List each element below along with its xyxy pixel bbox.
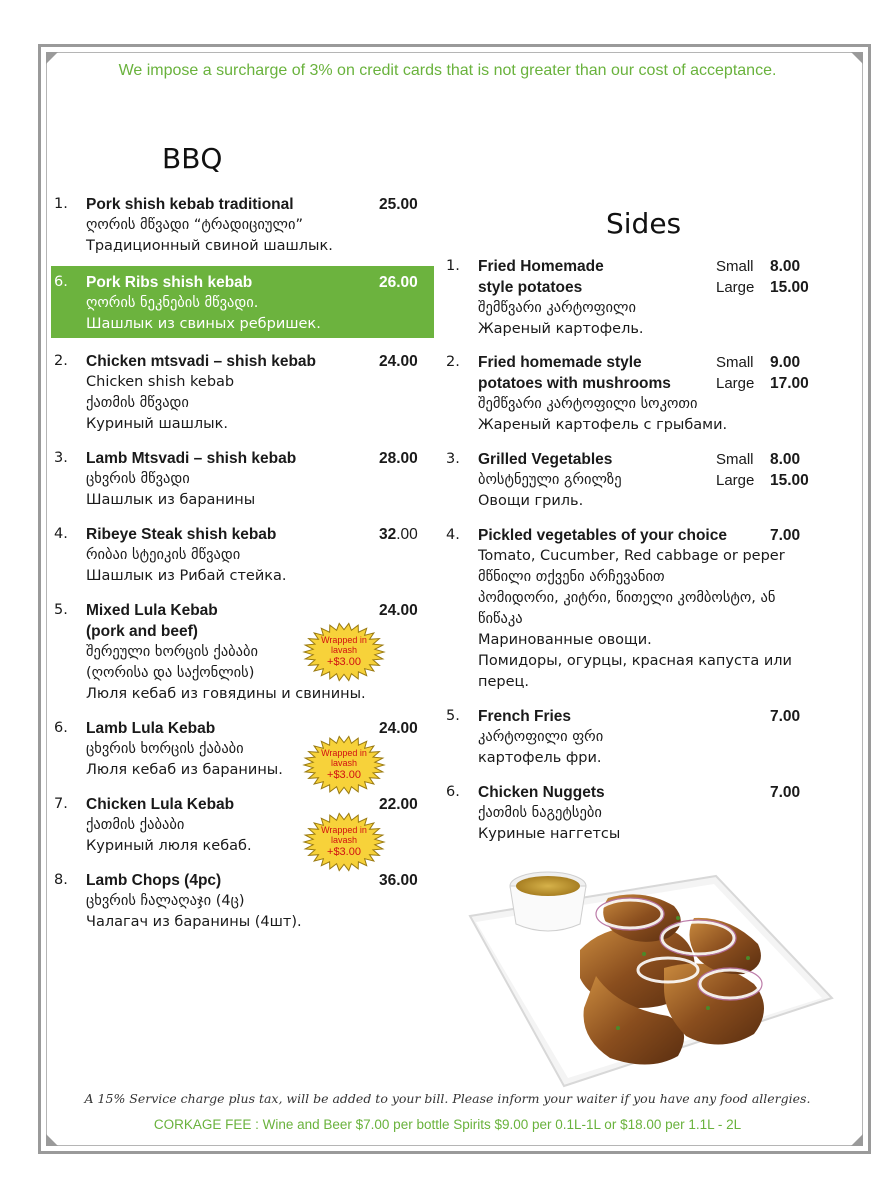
item-number: 3.: [54, 450, 68, 466]
item-description: შემწვარი კარტოფილი: [478, 300, 636, 316]
item-description: Чалагач из баранины (4шт).: [86, 914, 302, 930]
badge-price: +$3.00: [327, 769, 361, 781]
size-label: Small: [716, 451, 754, 468]
item-number: 7.: [54, 796, 68, 812]
item-description: (ღორისა და საქონლის): [86, 665, 255, 681]
badge-price: +$3.00: [327, 656, 361, 668]
item-price: 7.00: [770, 784, 801, 801]
item-name: Lamb Mtsvadi – shish kebab: [86, 450, 297, 467]
item-name: Pork shish kebab traditional: [86, 196, 294, 213]
item-description: Шашлык из баранины: [86, 492, 256, 508]
size-label: Small: [716, 354, 754, 371]
lavash-badge: [302, 622, 386, 682]
item-price: 15.00: [770, 279, 809, 296]
item-description: ბოსტნეული გრილზე: [478, 472, 622, 488]
lavash-badge: [302, 812, 386, 872]
item-description: შემწვარი კარტოფილი სოკოთი: [478, 396, 698, 412]
item-description: Жареный картофель.: [478, 321, 644, 337]
item-description: перец.: [478, 674, 530, 690]
item-description: Chicken shish kebab: [86, 374, 235, 390]
item-number: 2.: [54, 353, 68, 369]
item-description: Маринованные овощи.: [478, 632, 652, 648]
item-description: ცხვრის ჩალაღაჯი (4ც): [86, 893, 245, 909]
item-price: 36.00: [379, 872, 418, 889]
item-price: 24.00: [379, 602, 418, 619]
item-description: წიწაკა: [478, 611, 523, 627]
item-price: 25.00: [379, 196, 418, 213]
item-price: 17.00: [770, 375, 809, 392]
item-description: ღორის მწვადი “ტრადიციული”: [86, 217, 303, 233]
size-label: Large: [716, 472, 755, 489]
item-description: Помидоры, огурцы, красная капуста или: [478, 653, 792, 669]
frame-corner-ornament: [851, 1134, 863, 1146]
item-price: 24.00: [379, 353, 418, 370]
badge-text: lavash: [330, 835, 357, 845]
item-name-line2: potatoes with mushrooms: [478, 375, 671, 392]
item-description: ქათმის ქაბაბი: [86, 817, 185, 833]
surcharge-notice: We impose a surcharge of 3% on credit cards that is not greater than our cost of acceptance.: [118, 62, 777, 79]
item-price: 7.00: [770, 527, 801, 544]
item-description: Жареный картофель с грыбами.: [478, 417, 728, 433]
corkage-fee-note: CORKAGE FEE : Wine and Beer $7.00 per bottle Spirits $9.00 per 0.1L-1L or $18.00 per 1.1L - 2L: [153, 1117, 742, 1132]
item-description: Традиционный свиной шашлык.: [86, 238, 333, 254]
item-description: Куриные наггетсы: [478, 826, 621, 842]
size-label: Large: [716, 279, 755, 296]
badge-text: lavash: [330, 758, 357, 768]
sides-heading: Sides: [606, 207, 682, 240]
item-name: Pork Ribs shish kebab: [86, 274, 253, 291]
item-name: Chicken Lula Kebab: [86, 796, 235, 813]
item-number: 5.: [446, 708, 460, 724]
item-description: Шашлык из свиных ребришек.: [86, 316, 321, 332]
badge-text: Wrapped in: [321, 825, 367, 835]
item-description: картофель фри.: [478, 750, 602, 766]
item-price: 15.00: [770, 472, 809, 489]
item-name: Chicken mtsvadi – shish kebab: [86, 353, 317, 370]
item-number: 6.: [446, 784, 460, 800]
item-number: 6.: [54, 274, 68, 290]
item-number: 6.: [54, 720, 68, 736]
item-name: Grilled Vegetables: [478, 451, 613, 468]
item-price: 22.00: [379, 796, 418, 813]
item-number: 4.: [54, 526, 68, 542]
item-description: ქათმის ნაგეტსები: [478, 805, 602, 821]
lavash-badge: [302, 735, 386, 795]
item-price: 8.00: [770, 258, 801, 275]
item-name: Chicken Nuggets: [478, 784, 605, 801]
item-price: 26.00: [379, 274, 418, 291]
service-charge-note: A 15% Service charge plus tax, will be added to your bill. Please inform your waiter if you have any food allergies.: [84, 1091, 811, 1106]
item-description: ცხვრის ხორცის ქაბაბი: [86, 741, 244, 757]
badge-text: lavash: [330, 645, 357, 655]
item-description: Овощи гриль.: [478, 493, 584, 509]
item-number: 8.: [54, 872, 68, 888]
item-price: 9.00: [770, 354, 801, 371]
badge-text: Wrapped in: [321, 635, 367, 645]
item-description: შერეული ხორცის ქაბაბი: [86, 644, 259, 660]
item-number: 1.: [54, 196, 68, 212]
item-name-line2: style potatoes: [478, 279, 583, 296]
item-description: Люля кебаб из говядины и свинины.: [86, 686, 366, 702]
item-description: მწნილი თქვენი არჩევანით: [478, 569, 665, 585]
grilled-pork-ribs-plate-photo: [468, 858, 838, 1088]
item-description: Шашлык из Рибай стейка.: [86, 568, 287, 584]
item-number: 5.: [54, 602, 68, 618]
item-description: რიბაი სტეიკის მწვადი: [86, 547, 241, 563]
item-price: 24.00: [379, 720, 418, 737]
item-price: 32.00: [379, 526, 418, 543]
item-number: 4.: [446, 527, 460, 543]
item-name: Ribeye Steak shish kebab: [86, 526, 277, 543]
item-name: Pickled vegetables of your choice: [478, 527, 727, 544]
item-description: Куриный шашлык.: [86, 416, 228, 432]
item-price: 7.00: [770, 708, 801, 725]
size-label: Large: [716, 375, 755, 392]
item-name: Fried Homemade: [478, 258, 604, 275]
badge-text: Wrapped in: [321, 748, 367, 758]
item-number: 1.: [446, 258, 460, 274]
badge-price: +$3.00: [327, 846, 361, 858]
item-name-line2: (pork and beef): [86, 623, 198, 640]
item-description: Tomato, Cucumber, Red cabbage or peper: [478, 548, 785, 564]
item-description: პომიდორი, კიტრი, წითელი კომბოსტო, ან: [478, 590, 776, 606]
item-description: Люля кебаб из баранины.: [86, 762, 283, 778]
frame-corner-ornament: [46, 52, 58, 64]
item-number: 3.: [446, 451, 460, 467]
item-price: 8.00: [770, 451, 801, 468]
item-description: კარტოფილი ფრი: [478, 729, 604, 745]
item-name: Lamb Chops (4pc): [86, 872, 222, 889]
item-description: Куриный люля кебаб.: [86, 838, 252, 854]
item-description: ცხვრის მწვადი: [86, 471, 190, 487]
frame-corner-ornament: [851, 52, 863, 64]
bbq-heading: BBQ: [162, 142, 223, 175]
frame-corner-ornament: [46, 1134, 58, 1146]
item-number: 2.: [446, 354, 460, 370]
size-label: Small: [716, 258, 754, 275]
item-price: 28.00: [379, 450, 418, 467]
item-description: ქათმის მწვადი: [86, 395, 189, 411]
item-name: Mixed Lula Kebab: [86, 602, 218, 619]
item-name: French Fries: [478, 708, 572, 725]
item-name: Lamb Lula Kebab: [86, 720, 216, 737]
item-description: ღორის ნეკნების მწვადი.: [86, 295, 259, 311]
item-name: Fried homemade style: [478, 354, 642, 371]
